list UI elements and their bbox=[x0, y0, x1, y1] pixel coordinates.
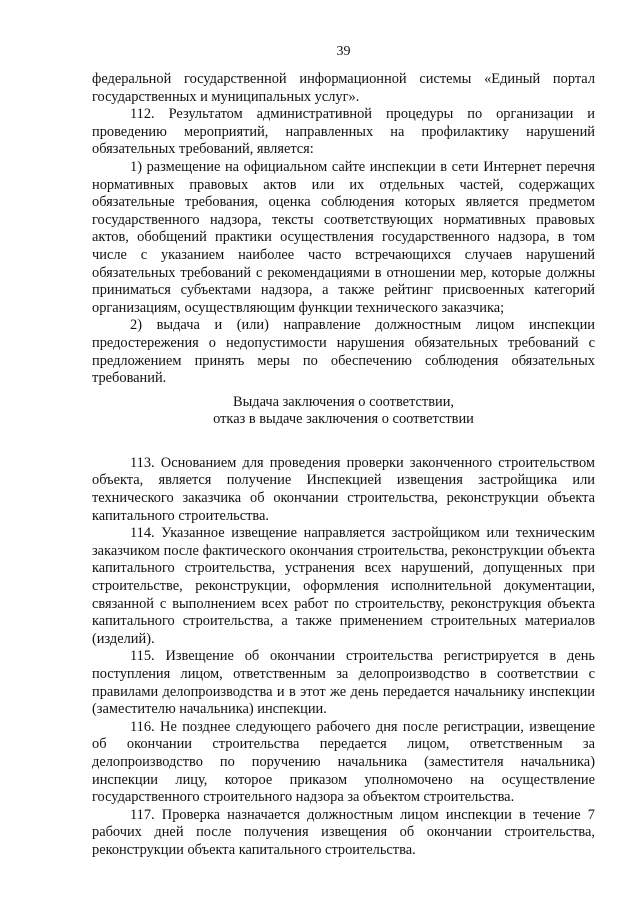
paragraph-113: 113. Основанием для проведения проверки законченного строительством объекта, является получение Инспекцией извещения застройщика или технического заказчика об окончании строительства, реконструкции объекта капитального строительства. bbox=[92, 454, 595, 524]
paragraph-112-item-2: 2) выдача и (или) направление должностным лицом инспекции предостережения о недопустимости нарушения обязательных требований с предложением принять меры по обеспечению соблюдения обязательных требований. bbox=[92, 317, 595, 387]
section-heading-line-2: отказ в выдаче заключения о соответствии bbox=[213, 411, 474, 428]
document-body bbox=[92, 71, 595, 860]
section-heading-line-1: Выдача заключения о соответствии, bbox=[232, 393, 455, 410]
section-spacer bbox=[92, 429, 595, 455]
paragraph-116: 116. Не позднее следующего рабочего дня после регистрации, извещение об окончании строительства передается лицом, ответственным за делопроизводство по поручению начальника (заместителя начальника) инспекции лицу, которое приказом уполномочено на осуществление государственного строительного надзора за объектом строительства. bbox=[92, 718, 595, 806]
section-heading bbox=[92, 394, 595, 429]
paragraph-117: 117. Проверка назначается должностным лицом инспекции в течение 7 рабочих дней после получения извещения об окончании строительства, реконструкции объекта капитального строительства. bbox=[92, 806, 595, 858]
paragraph-112-item-1: 1) размещение на официальном сайте инспекции в сети Интернет перечня нормативных правовых актов или их отдельных частей, содержащих обязательные требования, оценка соблюдения которых является предметом государственного надзора, тексты соответствующих нормативных правовых актов, обобщений практики осуществления государственного надзора, в том числе с указанием наиболее часто встречающихся случаев нарушений обязательных требований с рекомендациями в отношении мер, которые должны приниматься субъектами надзора, а также рейтинг присвоенных категорий организациям, осуществляющим функции технического заказчика; bbox=[92, 158, 595, 316]
paragraph-114: 114. Указанное извещение направляется застройщиком или техническим заказчиком после фактического окончания строительства, реконструкции объекта капитального строительства, устранения всех нарушений, допущенных при строительстве, реконструкции, оформления исполнительной документации, связанной с выполнением всех работ по строительству, реконструкция объекта капитального строительства, а также применением строительных материалов (изделий). bbox=[92, 525, 595, 647]
paragraph-115: 115. Извещение об окончании строительства регистрируется в день поступления лицом, ответственным за делопроизводство в соответствии с правилами делопроизводства и в этот же день передается начальнику инспекции (заместителю начальника) инспекции. bbox=[92, 648, 595, 718]
paragraph-continuation: федеральной государственной информационной системы «Единый портал государственных и муниципальных услуг». bbox=[92, 71, 595, 105]
paragraph-112: 112. Результатом административной процедуры по организации и проведению мероприятий, направленных на профилактику нарушений обязательных требований, является: bbox=[92, 106, 595, 158]
page-number: 39 bbox=[336, 44, 351, 59]
